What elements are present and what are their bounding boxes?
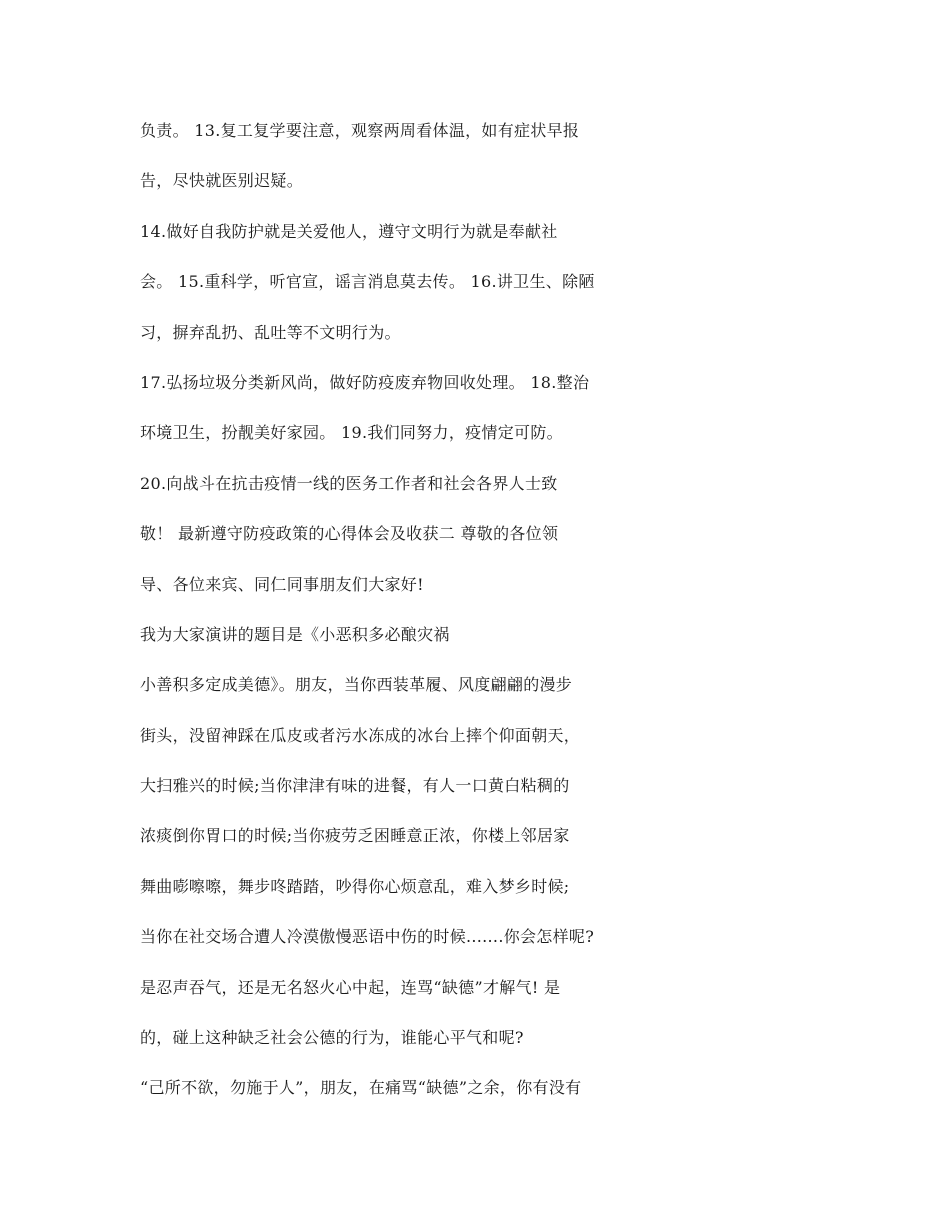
text-line: 17.弘扬垃圾分类新风尚，做好防疫废弃物回收处理。 18.整治 [140,372,590,392]
text-line: 告，尽快就医别迟疑。 [140,171,304,191]
body-text [140,106,840,1114]
text-line: 大扫雅兴的时候;当你津津有味的进餐，有人一口黄白粘稠的 [140,776,570,796]
text-line: 我为大家演讲的题目是《小恶积多必酿灾祸 [140,624,450,644]
text-line: 浓痰倒你胃口的时候;当你疲劳乏困睡意正浓，你楼上邻居家 [140,826,570,846]
text-line: 14.做好自我防护就是关爱他人，遵守文明行为就是奉献社 [140,221,558,241]
text-line: 当你在社交场合遭人冷漠傲慢恶语中伤的时候.......你会怎样呢? [140,927,595,947]
text-line: 导、各位来宾、同仁同事朋友们大家好! [140,574,424,594]
text-line: 习，摒弃乱扔、乱吐等不文明行为。 [140,322,401,342]
text-line: 舞曲嘭嚓嚓，舞步咚踏踏，吵得你心烦意乱，难入梦乡时候; [140,876,570,896]
text-line: 环境卫生，扮靓美好家园。 19.我们同努力，疫情定可防。 [140,423,563,443]
text-line: 会。 15.重科学，听官宣，谣言消息莫去传。 16.讲卫生、除陋 [140,272,595,292]
text-line: 街头，没留神踩在瓜皮或者污水冻成的冰台上摔个仰面朝天， [140,725,581,745]
text-line: 负责。 13.复工复学要注意，观察两周看体温，如有症状早报 [140,121,580,140]
text-line: 敬！ 最新遵守防疫政策的心得体会及收获二 尊敬的各位领 [140,524,559,544]
text-line: 小善积多定成美德》。朋友，当你西装革履、风度翩翩的漫步 [140,675,573,695]
text-line: 20.向战斗在抗击疫情一线的医务工作者和社会各界人士致 [140,473,558,493]
text-line: 是忍声吞气，还是无名怒火心中起，连骂“缺德”才解气! 是 [140,977,561,997]
text-line: “己所不欲，勿施于人”，朋友，在痛骂“缺德”之余，你有没有 [140,1078,582,1098]
text-line: 的，碰上这种缺乏社会公德的行为，谁能心平气和呢? [140,1028,524,1048]
